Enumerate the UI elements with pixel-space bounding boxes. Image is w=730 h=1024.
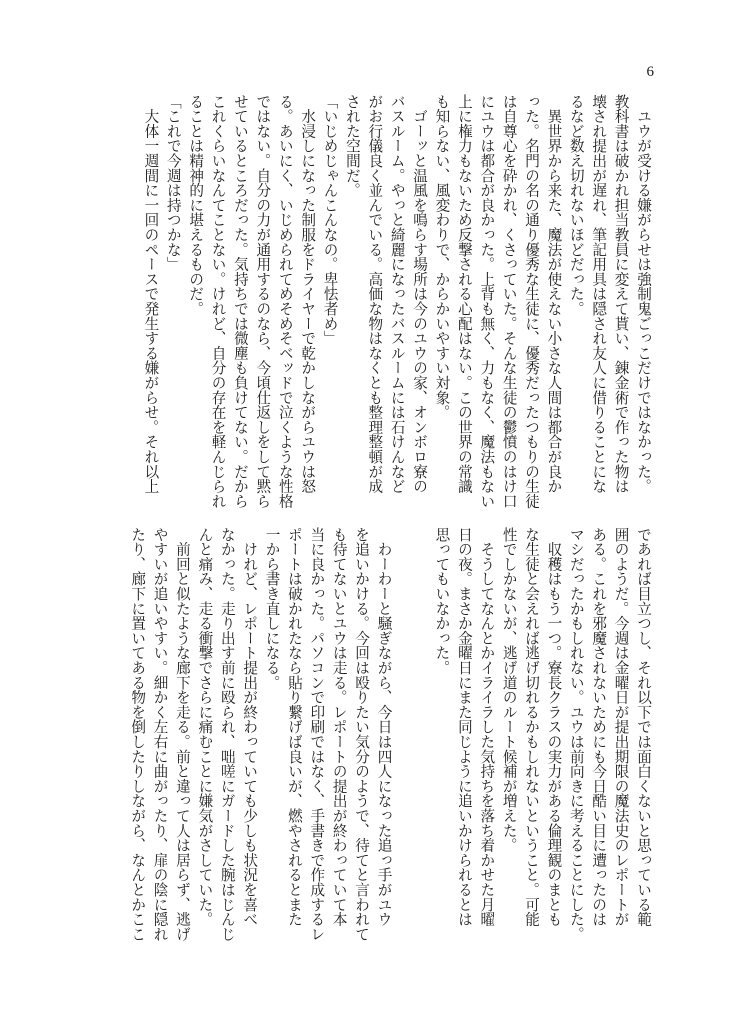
text-line: せているところだった。気持ちでは微塵も負けてない。だから: [231, 94, 249, 509]
text-line: は自尊心を砕かれ、くさっていた。そんな生徒の鬱憤のはけ口: [500, 94, 518, 509]
text-line: 前回と似たような廊下を走る。前と違って人は居らず、逃げ: [173, 527, 191, 942]
text-line: るなど数え切れないほどだった。: [567, 94, 585, 316]
text-line: ポートは破かれたなら貼り繋げば良いが、燃やされるとまた: [285, 527, 303, 927]
text-line: も待てないとユウは走る。レポートの提出が終わっていて本: [330, 527, 348, 927]
text-line: なかった。走り出す前に殴られ、咄嗟にガードした腕はじんじ: [218, 527, 236, 942]
text-line: 「いじめじゃんこんなの。卑怯者め」: [321, 94, 339, 346]
text-line: マシだったかもしれない。ユウは前向きに考えることにした。: [567, 527, 585, 942]
text-line: であれば目立つし、それ以下では面白くないと思っている範: [635, 527, 652, 927]
text-line: 水浸しになった制服をドライヤーで乾かしながらユウは怒: [299, 94, 317, 494]
text-line: ゴーッと温風を鳴らす場所は今のユウの家、オンボロ寮の: [411, 94, 429, 494]
text-line: 当に良かった。パソコンで印刷ではなく、手書きで作成するレ: [308, 527, 326, 942]
text-line: ることは精神的に堪えるものだ。: [187, 94, 205, 316]
text-line: を追いかける。今回は殴りたい気分のようで、待てと言われて: [353, 527, 371, 942]
text-line: 大体一週間に一回のペースで発生する嫌がらせ。それ以上: [142, 94, 160, 494]
text-line: された空間だ。: [343, 94, 361, 198]
text-line: 性でしかないが、逃げ道のルート候補が増えた。: [500, 527, 518, 853]
text-line: がお行儀良く並んでいる。高価な物はなくとも整理整頓が成: [366, 94, 384, 494]
text-line: 異世界から来た、魔法が使えない小さな人間は都合が良か: [545, 94, 563, 494]
text-line: けれど、レポート提出が終わっていても少しも状況を喜べ: [241, 527, 259, 927]
text-line: ユウが受ける嫌がらせは強制鬼ごっこだけではなかった。: [635, 94, 652, 494]
text-tier-top: [139, 94, 654, 514]
text-line: った。名門の名の通り優秀な生徒に、優秀だったつもりの生徒: [523, 94, 541, 509]
text-line: たり、廊下に置いてある物を倒したりしながら、なんとかここ: [129, 527, 147, 942]
page-number: 6: [646, 64, 654, 80]
text-line: も知らない、風変わりで、からかいやすい対象。: [433, 94, 451, 420]
text-line: 日の夜。まさか金曜日にまた同じように追いかけられるとは: [455, 527, 473, 927]
text-line: 思ってもいなかった。: [433, 527, 451, 675]
text-line: る。あいにく、いじめられてめそめそベッドで泣くような性格: [276, 94, 294, 509]
text-line: な生徒と会えれば逃げ切れるかもしれないということ。可能: [523, 527, 541, 927]
text-line: 一から書き直しになる。: [263, 527, 281, 690]
text-line: わーわーと騒ぎながら、今日は四人になった追っ手がユウ: [375, 527, 393, 927]
text-tier-bottom: [126, 527, 654, 947]
text-line: これくらいなんてことない。けれど、自分の存在を軽んじられ: [209, 94, 227, 509]
text-line: 教科書は破かれ担当教員に変えて貰い、錬金術で作った物は: [612, 94, 630, 494]
text-line: ある。これを邪魔されないためにも今日酷い目に遭ったのは: [590, 527, 608, 927]
text-line: 「これで今週は持つかな」: [164, 94, 182, 272]
text-line: 囲のようだ。今週は金曜日が提出期限の魔法史のレポートが: [612, 527, 630, 927]
text-line: 壊され提出が遅れ、筆記用具は隠され友人に借りることにな: [590, 94, 608, 494]
text-line: 収穫はもう一つ。寮長クラスの実力がある倫理観のまとも: [545, 527, 563, 927]
text-line: 上に権力もないため反撃される心配はない。この世界の常識: [455, 94, 473, 494]
text-line: ではない。自分の力が通用するのなら、今頃仕返しをして黙ら: [254, 94, 272, 509]
text-line: んと痛み、走る衝撃でさらに痛むことに嫌気がさしていた。: [196, 527, 214, 927]
text-line: にユウは都合が良かった。上背も無く、力もなく、魔法もない: [478, 94, 496, 509]
text-line: バスルーム。やっと綺麗になったバスルームには石けんなど: [388, 94, 406, 494]
text-line: やすいが追いやすい。細かく左右に曲がったり、扉の陰に隠れ: [151, 527, 169, 942]
text-line: そうしてなんとかイライラした気持ちを落ち着かせた月曜: [478, 527, 496, 927]
